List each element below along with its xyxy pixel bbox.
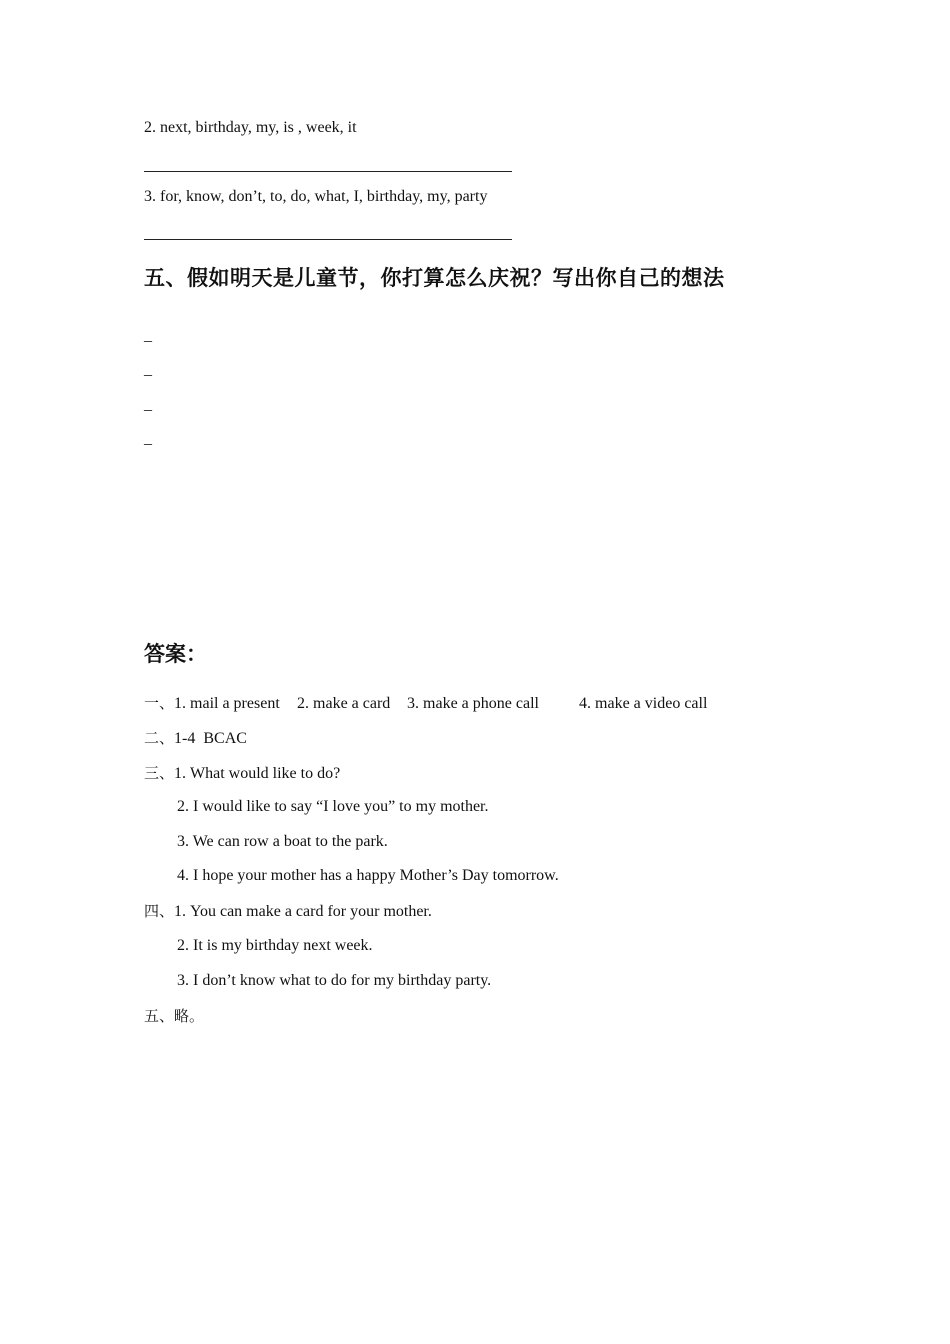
answer-3-line-4: 4. I hope your mother has a happy Mother’s Day tomorrow.: [177, 867, 559, 884]
answer-4-line-3: 3. I don’t know what to do for my birthday party.: [177, 972, 492, 989]
answer-1-item-2: 2. make a card: [297, 695, 391, 712]
answer-1-item-3: 3. make a phone call: [407, 695, 539, 712]
answer-section-1: [144, 693, 707, 714]
answer-3-line-3: 3. We can row a boat to the park.: [177, 833, 388, 850]
answer-section-5: [144, 1006, 204, 1027]
answer-marker-2: 二、: [144, 729, 175, 747]
answer-section-4: [144, 901, 432, 922]
answer-section-3: [144, 763, 340, 784]
answer-marker-5: 五、: [144, 1007, 175, 1025]
answer-blank-4-3: [144, 239, 512, 240]
answers-title: 答案：: [144, 642, 207, 666]
writing-line-2: _: [144, 361, 152, 378]
answer-1-item-4: 4. make a video call: [579, 695, 708, 712]
answer-marker-3: 三、: [144, 764, 175, 782]
answer-5-text: 略。: [174, 1007, 205, 1025]
answer-4-line-2: 2. It is my birthday next week.: [177, 937, 373, 954]
question-4-2: 2. next, birthday, my, is , week, it: [144, 119, 357, 136]
question-4-3: 3. for, know, don’t, to, do, what, I, birthday, my, party: [144, 188, 488, 205]
answer-3-line-2: 2. I would like to say “I love you” to my mother.: [177, 798, 489, 815]
answer-blank-4-2: [144, 171, 512, 172]
answer-marker-1: 一、: [144, 694, 175, 712]
answer-4-line-1: 1. You can make a card for your mother.: [174, 903, 432, 920]
answer-1-item-1: 1. mail a present: [174, 695, 280, 712]
writing-line-4: _: [144, 430, 152, 447]
answer-3-line-1: 1. What would like to do?: [174, 765, 341, 782]
answer-2-text: 1-4 BCAC: [174, 730, 247, 747]
section-5-heading: 五、假如明天是儿童节，你打算怎么庆祝？写出你自己的想法: [144, 266, 725, 290]
answer-section-2: [144, 728, 247, 749]
writing-line-1: _: [144, 327, 152, 344]
answer-marker-4: 四、: [144, 902, 175, 920]
writing-line-3: _: [144, 396, 152, 413]
